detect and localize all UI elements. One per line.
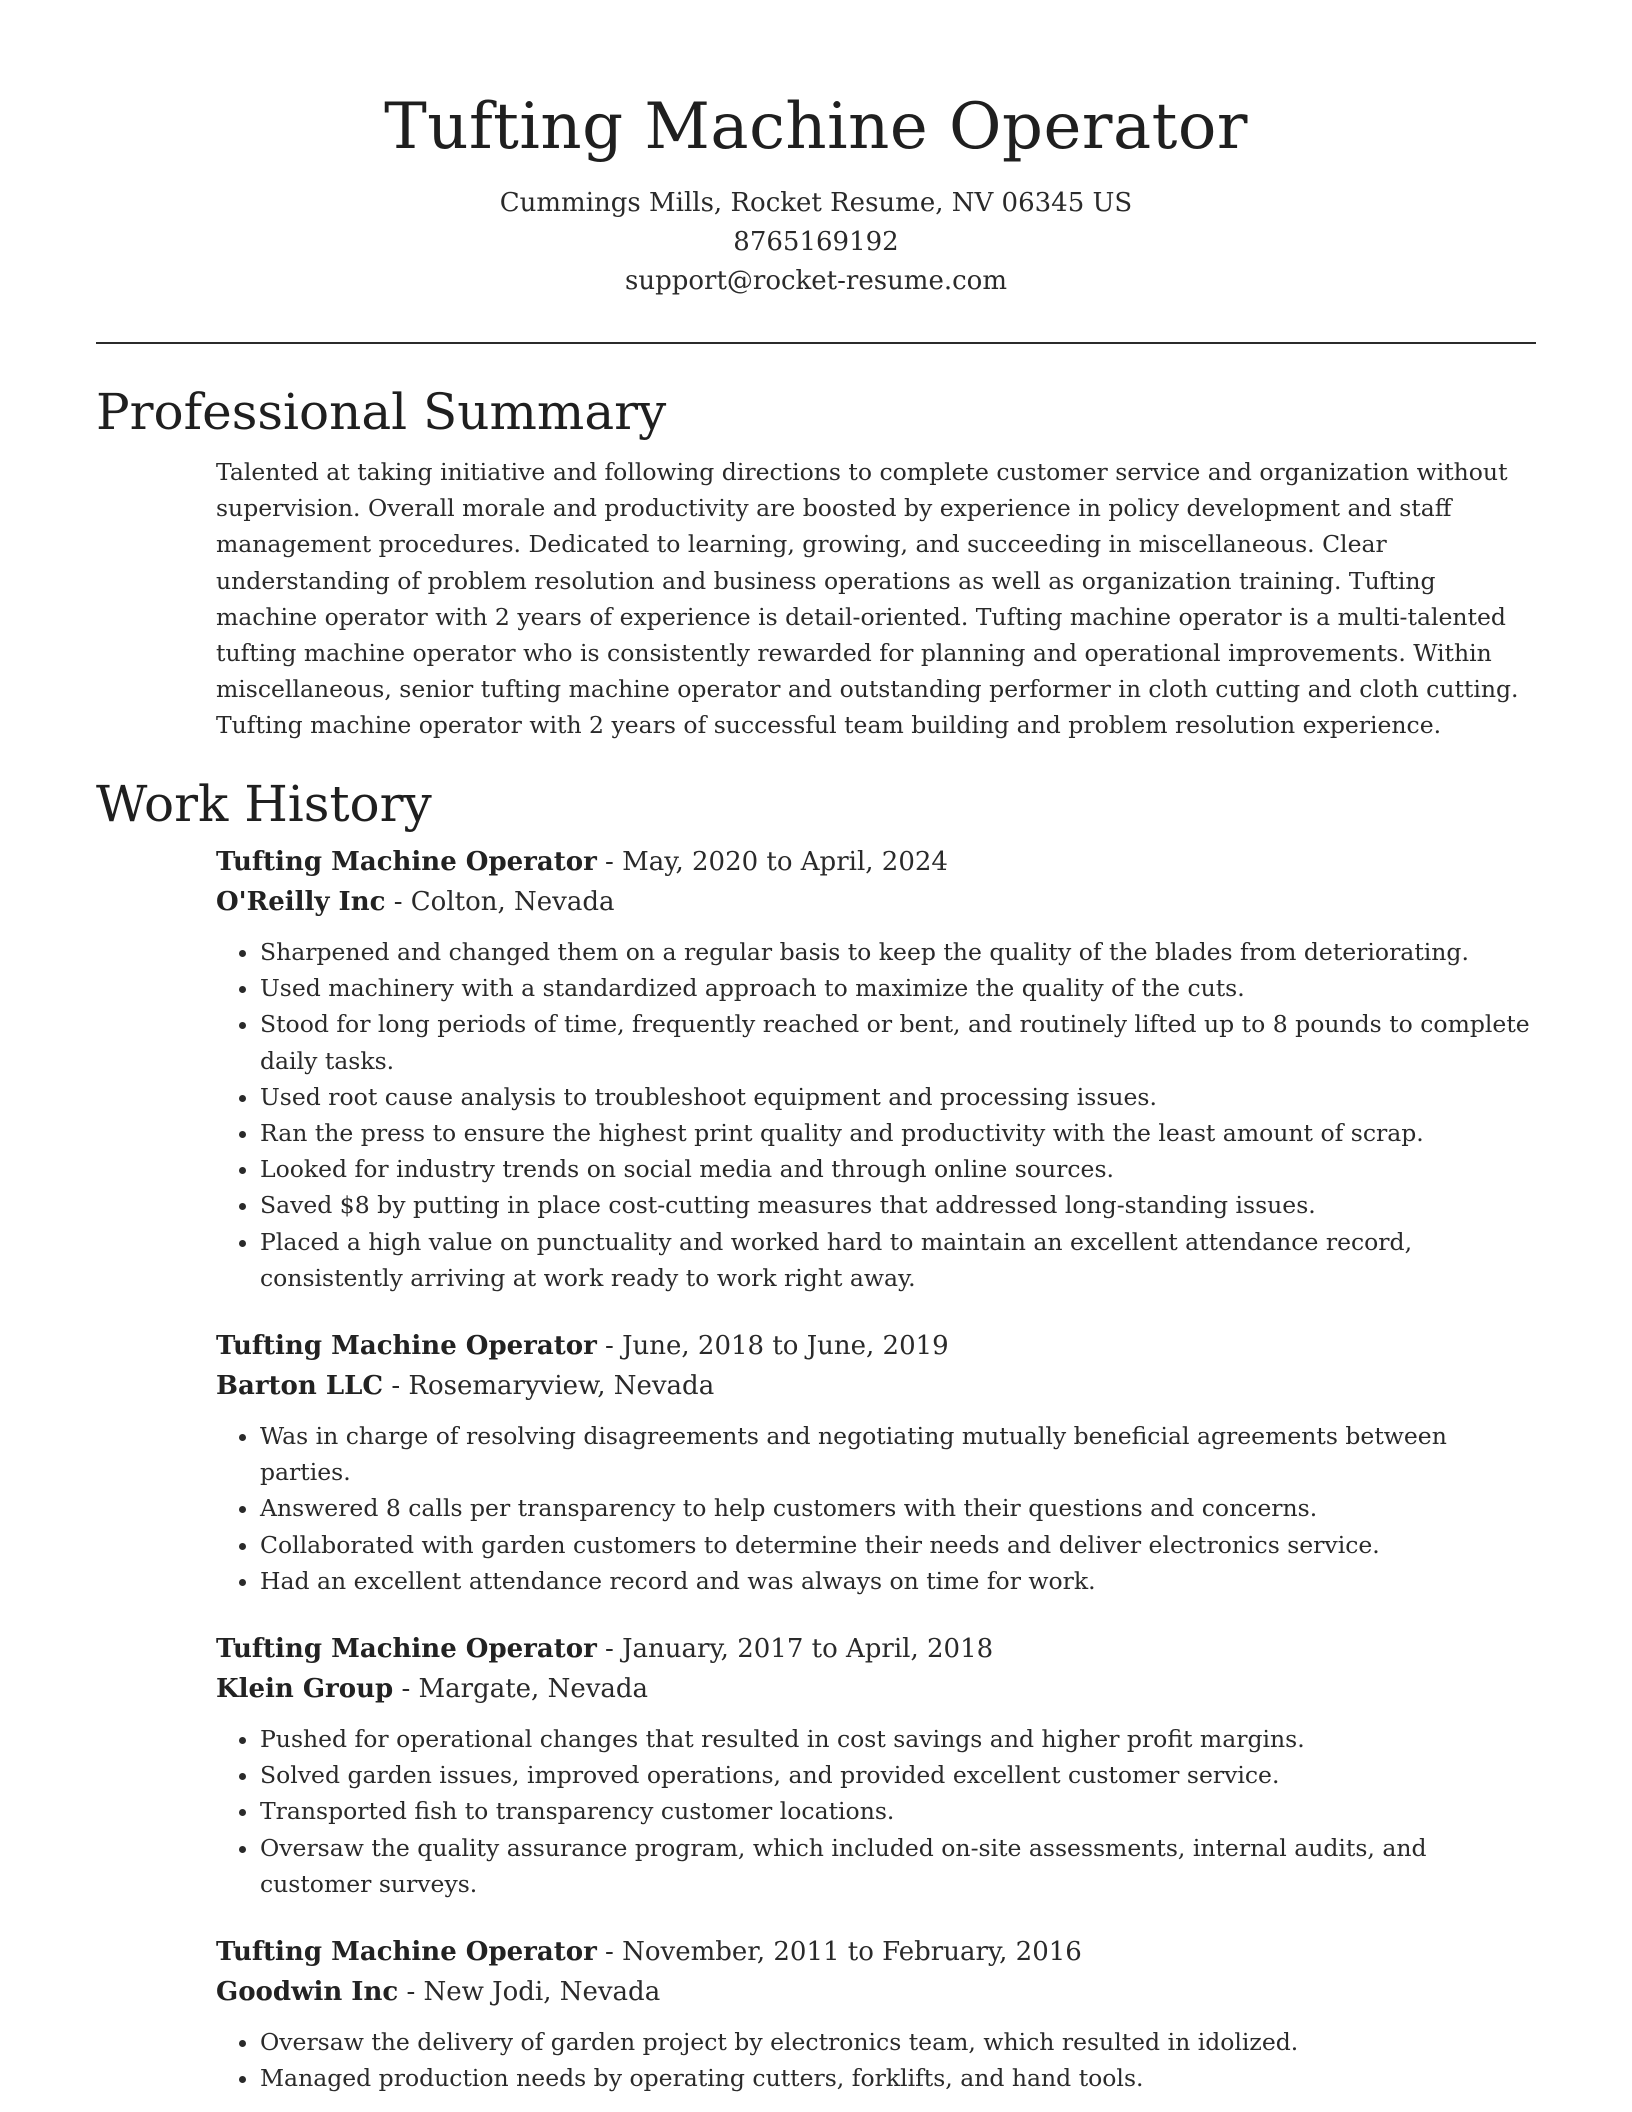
job-location: - Colton, Nevada <box>385 887 615 917</box>
duty-item: • Answered 8 calls per transparency to help customers with their questions and concerns. <box>260 1490 1536 1526</box>
contact-info <box>0 184 1632 301</box>
job-company-line <box>216 882 1536 922</box>
job-location: - Rosemaryview, Nevada <box>383 1371 715 1402</box>
job-company: Klein Group <box>216 1674 394 1705</box>
contact-phone: 8765169192 <box>733 227 899 257</box>
duty-item: • Solved garden issues, improved operations, and provided excellent customer service. <box>260 1757 1536 1793</box>
duty-item: • Saved $8 by putting in place cost-cutting measures that addressed long-standing issues. <box>260 1187 1536 1223</box>
duty-item: • Pushed for operational changes that resulted in cost savings and higher profit margins. <box>260 1721 1536 1757</box>
job-title: Tufting Machine Operator <box>216 1331 597 1362</box>
job-location: - Margate, Nevada <box>393 1674 649 1705</box>
work-history-heading: Work History <box>96 775 432 833</box>
job-company-line <box>216 1366 1536 1406</box>
job-company: Barton LLC <box>216 1371 384 1402</box>
resume-header <box>0 0 1632 301</box>
job-dates: - May, 2020 to April, 2024 <box>596 847 948 877</box>
duty-item: • Used machinery with a standardized approach to maximize the quality of the cuts. <box>260 970 1536 1006</box>
summary-section <box>96 380 1536 744</box>
summary-heading: Professional Summary <box>96 383 667 441</box>
work-history-section <box>96 772 1536 2112</box>
job-dates: - November, 2011 to February, 2016 <box>596 1937 1082 1968</box>
job-company: O'Reilly Inc <box>216 887 386 917</box>
resume-name: Tufting Machine Operator <box>384 90 1248 164</box>
job-title: Tufting Machine Operator <box>216 1937 597 1968</box>
job-location: - New Jodi, Nevada <box>398 1977 661 2008</box>
duty-item: • Looked for industry trends on social media and through online sources. <box>260 1151 1536 1187</box>
job-company-line <box>216 1669 1536 1709</box>
duty-item: • Ran the press to ensure the highest print quality and productivity with the least amount of scrap. <box>260 1115 1536 1151</box>
job-entry <box>216 1932 1536 2096</box>
summary-text: Talented at taking initiative and following directions to complete customer service and organization without supervision. Overall morale and productivity are boosted by experience in policy development and staff management procedures. Dedicated to learning, growing, and succeeding in miscellaneous. Clear understanding of problem resolution and business operations as well as organization training. Tufting machine operator with 2 years of experience is detail-oriented. Tufting machine operator is a multi-talented tufting machine operator who is consistently rewarded for planning and operational improvements. Within miscellaneous, senior tufting machine operator and outstanding performer in cloth cutting and cloth cutting. Tufting machine operator with 2 years of successful team building and problem resolution experience. <box>216 458 1519 740</box>
job-company-line <box>216 1972 1536 2012</box>
job-dates: - June, 2018 to June, 2019 <box>596 1331 949 1362</box>
duty-item: • Used root cause analysis to troubleshoot equipment and processing issues. <box>260 1079 1536 1115</box>
job-dates: - January, 2017 to April, 2018 <box>596 1634 994 1665</box>
duty-item: • Sharpened and changed them on a regular basis to keep the quality of the blades from deteriorating. <box>260 934 1536 970</box>
job-entry <box>216 842 1536 1296</box>
job-entry <box>216 1326 1536 1599</box>
duty-item: • Was in charge of resolving disagreements and negotiating mutually beneficial agreements between parties. <box>260 1418 1536 1490</box>
job-company: Goodwin Inc <box>216 1977 399 2008</box>
job-title: Tufting Machine Operator <box>216 1634 597 1665</box>
job-title-line <box>216 1326 1536 1366</box>
duty-item: • Oversaw the quality assurance program, which included on-site assessments, internal audits, and customer surveys. <box>260 1830 1536 1902</box>
job-title-line <box>216 1629 1536 1669</box>
duty-item: • Managed production needs by operating cutters, forklifts, and hand tools. <box>260 2060 1536 2096</box>
job-duties <box>216 1721 1536 1902</box>
duty-item: • Stood for long periods of time, frequently reached or bent, and routinely lifted up to 8 pounds to complete daily tasks. <box>260 1006 1536 1078</box>
duty-item: • Oversaw the delivery of garden project by electronics team, which resulted in idolized. <box>260 2024 1536 2060</box>
job-title: Tufting Machine Operator <box>216 847 597 877</box>
duty-item: • Transported fish to transparency customer locations. <box>260 1793 1536 1829</box>
job-entry <box>216 1629 1536 1902</box>
contact-email: support@rocket-resume.com <box>624 266 1007 296</box>
job-duties <box>216 2024 1536 2096</box>
job-title-line <box>216 1932 1536 1972</box>
contact-address: Cummings Mills, Rocket Resume, NV 06345 US <box>499 188 1133 218</box>
job-title-line <box>216 842 1536 882</box>
job-duties <box>216 1418 1536 1599</box>
duty-item: • Collaborated with garden customers to determine their needs and deliver electronics service. <box>260 1527 1536 1563</box>
duty-item: • Placed a high value on punctuality and worked hard to maintain an excellent attendance record, consistently arriving at work ready to work right away. <box>260 1224 1536 1296</box>
job-duties <box>216 934 1536 1296</box>
duty-item: • Had an excellent attendance record and was always on time for work. <box>260 1563 1536 1599</box>
header-divider <box>96 342 1536 344</box>
